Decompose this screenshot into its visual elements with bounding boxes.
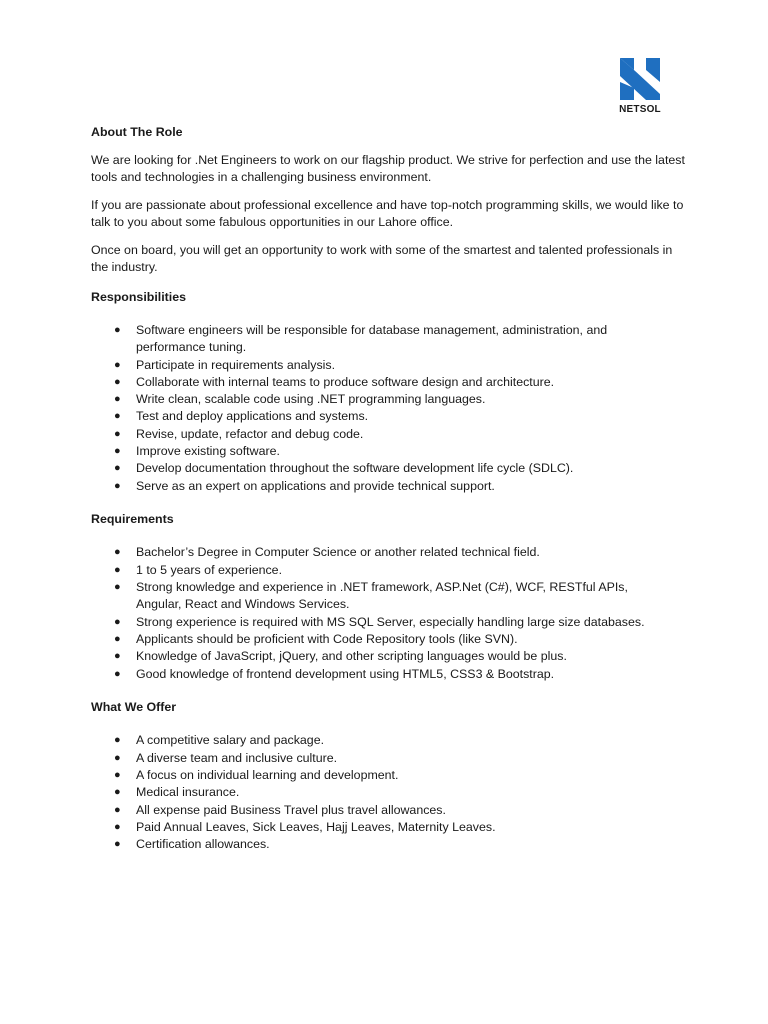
bullet-icon: ● [114, 734, 121, 747]
list-item: ● Paid Annual Leaves, Sick Leaves, Hajj Leaves, Maternity Leaves. [91, 819, 666, 836]
offer-heading: What We Offer [91, 699, 177, 714]
bullet-icon: ● [114, 581, 121, 594]
requirements-list [91, 544, 691, 682]
list-item: ● Revise, update, refactor and debug code. [91, 426, 666, 443]
list-item: ● Software engineers will be responsible for database management, administration, and performance tuning. [114, 323, 608, 355]
logo-wordmark: NETSOL [619, 104, 661, 115]
list-item: ● Strong knowledge and experience in .NET framework, ASP.Net (C#), WCF, RESTful APIs, Angular, React and Windows Services. [114, 580, 628, 612]
list-item: ● Improve existing software. [91, 443, 666, 460]
list-item: ● Serve as an expert on applications and provide technical support. [91, 478, 666, 495]
bullet-icon: ● [114, 375, 121, 388]
bullet-icon: ● [114, 667, 121, 680]
list-item: ● Collaborate with internal teams to produce software design and architecture. [91, 374, 666, 391]
bullet-icon: ● [114, 324, 121, 336]
bullet-icon: ● [114, 358, 121, 371]
bullet-icon: ● [114, 768, 121, 781]
offer-list [91, 732, 691, 853]
list-item: ● Test and deploy applications and systems. [91, 408, 666, 425]
about-paragraph-1: We are looking for .Net Engineers to work on our flagship product. We strive for perfection and use the latest tools and technologies in a challenging business environment. [91, 152, 685, 184]
bullet-icon: ● [114, 445, 121, 458]
about-heading: About The Role [91, 125, 183, 139]
responsibilities-list [91, 322, 691, 495]
list-item: ● A diverse team and inclusive culture. [91, 750, 666, 767]
bullet-icon: ● [114, 650, 121, 663]
bullet-icon: ● [114, 838, 121, 851]
about-paragraph-2: If you are passionate about professional excellence and have top-notch programming skills, we would like to talk to you about some fabulous opportunities in our Lahore office. [91, 197, 684, 229]
list-item: ● Applicants should be proficient with Code Repository tools (like SVN). [91, 631, 666, 648]
offer-section [91, 699, 691, 854]
list-item: ● Certification allowances. [91, 836, 666, 853]
bullet-icon: ● [114, 820, 121, 833]
list-item: ● Good knowledge of frontend development using HTML5, CSS3 & Bootstrap. [91, 666, 666, 683]
about-paragraph-3: Once on board, you will get an opportunity to work with some of the smartest and talented professionals in the industry. [91, 242, 673, 274]
list-item: ● Participate in requirements analysis. [91, 357, 666, 374]
list-item: ● A focus on individual learning and development. [91, 767, 666, 784]
bullet-icon: ● [114, 563, 121, 576]
netsol-logo [612, 56, 668, 118]
list-item: ● Medical insurance. [91, 784, 666, 801]
bullet-icon: ● [114, 479, 121, 492]
bullet-icon: ● [114, 410, 121, 423]
bullet-icon: ● [114, 393, 121, 406]
responsibilities-heading: Responsibilities [91, 289, 187, 304]
requirements-section [91, 511, 691, 683]
bullet-icon: ● [114, 632, 121, 645]
bullet-icon: ● [114, 803, 121, 816]
bullet-icon: ● [114, 751, 121, 764]
netsol-s-icon [612, 56, 668, 102]
list-item: ● Knowledge of JavaScript, jQuery, and other scripting languages would be plus. [91, 648, 666, 665]
list-item: ● A competitive salary and package. [91, 732, 666, 749]
bullet-icon: ● [114, 546, 121, 559]
list-item: ● 1 to 5 years of experience. [91, 562, 666, 579]
job-description [91, 124, 691, 853]
list-item: ● Write clean, scalable code using .NET programming languages. [91, 391, 666, 408]
list-item: ● All expense paid Business Travel plus travel allowances. [91, 802, 666, 819]
bullet-icon: ● [114, 615, 121, 628]
requirements-heading: Requirements [91, 511, 174, 526]
list-item: ● Develop documentation throughout the software development life cycle (SDLC). [91, 460, 666, 477]
bullet-icon: ● [114, 427, 121, 440]
about-section [91, 124, 691, 277]
responsibilities-section [91, 289, 691, 495]
bullet-icon: ● [114, 786, 121, 799]
bullet-icon: ● [114, 462, 121, 475]
list-item: ● Bachelor’s Degree in Computer Science or another related technical field. [91, 544, 666, 561]
list-item: ● Strong experience is required with MS SQL Server, especially handling large size databases. [91, 614, 666, 631]
